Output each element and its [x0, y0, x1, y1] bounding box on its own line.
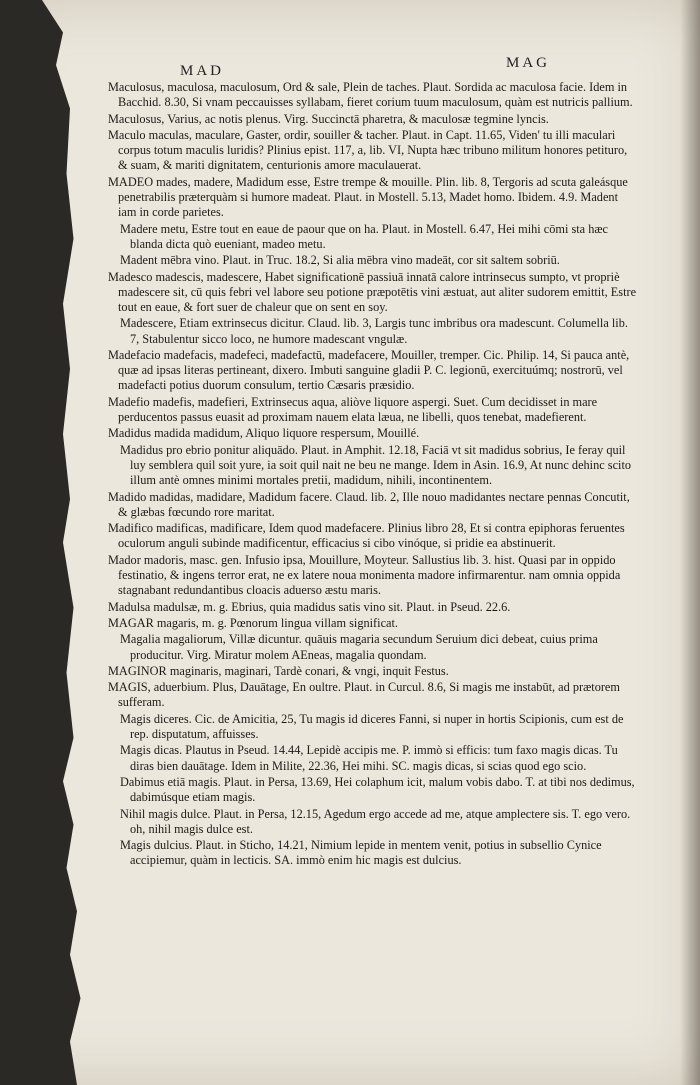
dictionary-entries	[108, 80, 638, 870]
dictionary-entry: MAGAR magaris, m. g. Pœnorum lingua villam significat.	[108, 615, 398, 630]
dictionary-entry: MADEO mades, madere, Madidum esse, Estre trempe & mouille. Plin. lib. 8, Tergoris ad scuta galeásque penetrabilis præterquàm si humore madeat. Plaut. in Mostell. 5.13, Madet homo. Ibidem. 4.9. Madent iam in corde parietes.	[108, 174, 628, 220]
dictionary-entry: Magis diceres. Cic. de Amicitia, 25, Tu magis id diceres Fanni, si nuper in hortis Scipionis, cum est de rep. disputatum, affuisses.	[120, 711, 624, 742]
dictionary-entry: Madere metu, Estre tout en eaue de paour que on ha. Plaut. in Mostell. 6.47, Hei mihi cōmi sta hæc blanda dicta quò eueniant, madeo metu.	[120, 221, 609, 251]
dictionary-entry: Madidus madida madidum, Aliquo liquore respersum, Mouillé.	[108, 426, 420, 441]
dictionary-entry: Maculosus, Varius, ac notis plenus. Virg. Succinctā pharetra, & maculosæ tegmine lyncis.	[108, 111, 549, 126]
dictionary-entry: Madent mēbra vino. Plaut. in Truc. 18.2, Si alia mēbra vino madeāt, cor sit saltem sobriū.	[120, 253, 560, 268]
dictionary-entry: MAGIS, aduerbium. Plus, Dauātage, En oultre. Plaut. in Curcul. 8.6, Si magis me instabūt, ad prætorem sufferam.	[108, 680, 620, 710]
running-header	[180, 55, 550, 79]
dictionary-entry: Madefio madefis, madefieri, Extrinsecus aqua, aliòve liquore aspergi. Suet. Cum decidisset in mare perducentos passus euasit ad proximam nauem elata læua, ne libelli, quos tenebat, madefierent.	[108, 394, 598, 424]
dictionary-entry: Magalia magaliorum, Villæ dicuntur. quāuis magaria secundum Seruium dici debeat, cuius prima producitur. Virg. Miratur molem AEneas, magalia quondam.	[120, 632, 598, 662]
dictionary-entry: Madesco madescis, madescere, Habet significationē passiuā innatā calore intrinsecus sumpto, vt propriè madescere sit, cū quis febri vel labore seu potione præpotētis vini æstuat, aut aliter sudorem emittit, Estre tout en eaue, & fort suer de chaleur que on sent en soy.	[108, 269, 637, 314]
dictionary-entry: Madido madidas, madidare, Madidum facere. Claud. lib. 2, Ille nouo madidantes nectare pennas Concutit, & glæbas fœcundo rore maritat.	[108, 489, 630, 519]
header-left: MAD	[180, 63, 225, 79]
dictionary-entry: Mador madoris, masc. gen. Infusio ipsa, Mouillure, Moyteur. Sallustius lib. 3. hist. Quasi par in oppido festinatio, & ingens terror erat, ne ex latere noua monimenta madore infirmarentur. nam omnia oppida stagnabant redundantibus cloacis aduerso æstu maris.	[108, 552, 621, 598]
dictionary-entry: Madifico madificas, madificare, Idem quod madefacere. Plinius libro 28, Et si contra epiphoras feruentes oculorum anguli subinde madificentur, efficacius si cibo vinóque, si pridie ea abstinuerit.	[108, 521, 625, 551]
dictionary-entry: Madidus pro ebrio ponitur aliquādo. Plaut. in Amphit. 12.18, Faciā vt sit madidus sobrius, Ie feray quil luy semblera quil soit yure, ia soit quil nait ne beu ne mange. Idem in Asin. 16.9, At nunc dehinc scito illum antè omnes minimi mortales pretii, madidum, nihili, incontinentem.	[120, 442, 632, 488]
page-fold-shadow	[680, 0, 700, 1085]
dictionary-entry: MAGINOR maginaris, maginari, Tardè conari, & vngi, inquit Festus.	[108, 663, 449, 678]
dictionary-entry: Madulsa madulsæ, m. g. Ebrius, quia madidus satis vino sit. Plaut. in Pseud. 22.6.	[108, 599, 511, 614]
dictionary-entry: Maculo maculas, maculare, Gaster, ordir, souiller & tacher. Plaut. in Capt. 11.65, Viden' tu illi maculari corpus totum maculis luridis? Plinius epist. 117, a, lib. VI, Nupta hæc tribuno militum honores petituro, & suam, & mariti dignitatem, centurionis amore maculauerat.	[108, 127, 628, 173]
dictionary-entry: Madescere, Etiam extrinsecus dicitur. Claud. lib. 3, Largis tunc imbribus ora madescunt. Columella lib. 7, Stabulentur sicco loco, ne humore madescant vngulæ.	[120, 316, 628, 346]
dictionary-entry: Dabimus etiā magis. Plaut. in Persa, 13.69, Hei colaphum icit, malum vobis dabo. T. at tibi nos dedimus, dabimúsque etiam magis.	[120, 775, 635, 805]
dictionary-entry: Nihil magis dulce. Plaut. in Persa, 12.15, Agedum ergo accede ad me, atque amplectere sis. T. ego vero. oh, nihil magis dulce est.	[120, 806, 631, 836]
dictionary-entry: Madefacio madefacis, madefeci, madefactū, madefacere, Mouiller, tremper. Cic. Philip. 14, Si pauca antè, quæ ad ipsas literas pertineant, dixero. Imbuti sanguine gladii P. C. legionū, exercituúmq; nostrorū, vel madefacti potius duorum consulum, tertio Cæsaris præsidio.	[108, 347, 630, 393]
header-right: MAG	[505, 55, 550, 71]
dictionary-entry: Magis dicas. Plautus in Pseud. 14.44, Lepidè accipis me. P. immò si efficis: tum faxo magis dicas. Tu diras bien dauātage. Idem in Milite, 22.36, Hei mihi. SC. magis dicas, si scias quod ego scio.	[120, 743, 618, 773]
dictionary-entry: Maculosus, maculosa, maculosum, Ord & sale, Plein de taches. Plaut. Sordida ac maculosa facie. Idem in Bacchid. 8.30, Si vnam peccauisses syllabam, fieret corium tuum maculosum, quàm est nutricis pallium.	[108, 80, 633, 110]
dictionary-entry: Magis dulcius. Plaut. in Sticho, 14.21, Nimium lepide in mentem venit, potius in subsellio Cynice accipiemur, quàm in lecticis. SA. immò enim hic magis est dulcius.	[120, 838, 602, 868]
